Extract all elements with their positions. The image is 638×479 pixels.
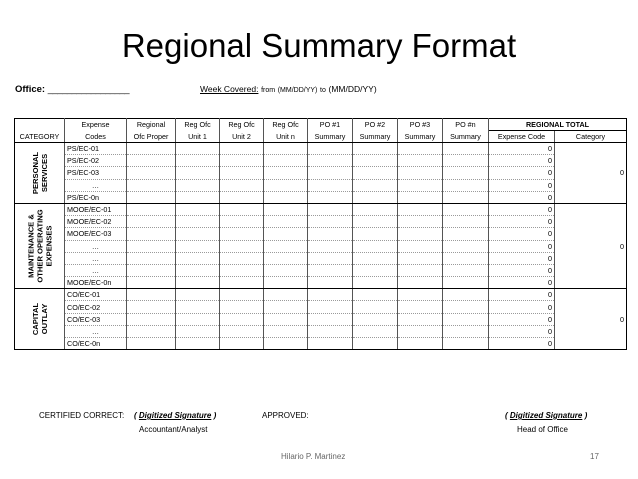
summary-table [14,118,627,350]
amount-cell[interactable] [220,167,264,179]
amount-cell[interactable] [308,264,353,276]
amount-cell[interactable] [176,289,220,301]
amount-cell[interactable] [220,228,264,240]
expense-code-total: 0 [489,179,555,191]
header-reg2-2: Unit 2 [220,131,264,143]
amount-cell[interactable] [127,143,176,155]
table-row [15,325,627,337]
header-row-1 [15,119,627,131]
amount-cell[interactable] [264,216,308,228]
table-row [15,313,627,325]
amount-cell[interactable] [398,252,443,264]
office-blank: _________________ [47,84,130,95]
table-row [15,289,627,301]
amount-cell[interactable] [398,289,443,301]
header-row-2 [15,131,627,143]
amount-cell[interactable] [308,155,353,167]
amount-cell[interactable] [264,203,308,215]
amount-cell[interactable] [127,264,176,276]
amount-cell[interactable] [353,228,398,240]
amount-cell[interactable] [127,155,176,167]
table-row [15,338,627,350]
amount-cell[interactable] [308,289,353,301]
expense-code-cell: CO/EC-03 [65,313,127,325]
amount-cell[interactable] [220,277,264,289]
approved-role: Head of Office [517,425,568,434]
amount-cell[interactable] [353,264,398,276]
table-row [15,240,627,252]
expense-code-cell: PS/EC-03 [65,167,127,179]
expense-code-total: 0 [489,228,555,240]
amount-cell[interactable] [353,203,398,215]
amount-cell[interactable] [264,167,308,179]
category-label [31,303,49,335]
header-regional-total: REGIONAL TOTAL [489,119,627,131]
amount-cell[interactable] [220,240,264,252]
amount-cell[interactable] [308,325,353,337]
amount-cell[interactable] [127,179,176,191]
amount-cell[interactable] [308,313,353,325]
expense-code-total: 0 [489,289,555,301]
amount-cell[interactable] [176,240,220,252]
amount-cell[interactable] [353,313,398,325]
amount-cell[interactable] [443,216,489,228]
category-label-line: OTHER OPERATING [35,209,44,283]
amount-cell[interactable] [220,203,264,215]
expense-code-cell: … [65,264,127,276]
expense-code-total: 0 [489,240,555,252]
header-category: CATEGORY [15,131,65,143]
amount-cell[interactable] [398,155,443,167]
week-covered-label: Week Covered: [200,84,259,94]
amount-cell[interactable] [443,240,489,252]
amount-cell[interactable] [264,325,308,337]
amount-cell[interactable] [176,338,220,350]
amount-cell[interactable] [308,143,353,155]
amount-cell[interactable] [443,289,489,301]
amount-cell[interactable] [264,179,308,191]
amount-cell[interactable] [127,191,176,203]
page-title: Regional Summary Format [121,27,517,64]
week-covered-field [200,84,377,95]
amount-cell[interactable] [398,179,443,191]
header-reg2-1: Reg Ofc [220,119,264,131]
header-by-category: Category [555,131,627,143]
category-total: 0 [555,143,627,204]
approved-label: APPROVED: [262,411,309,420]
amount-cell[interactable] [308,179,353,191]
amount-cell[interactable] [308,301,353,313]
expense-code-cell: … [65,252,127,264]
amount-cell[interactable] [176,143,220,155]
amount-cell[interactable] [220,155,264,167]
category-label [31,152,49,194]
category-total: 0 [555,203,627,288]
amount-cell[interactable] [127,216,176,228]
amount-cell[interactable] [220,325,264,337]
amount-cell[interactable] [176,252,220,264]
amount-cell[interactable] [176,179,220,191]
amount-cell[interactable] [353,252,398,264]
amount-cell[interactable] [398,167,443,179]
header-po2-2: Summary [353,131,398,143]
amount-cell[interactable] [353,216,398,228]
footer-author: Hilario P. Martinez [281,452,346,461]
amount-cell[interactable] [264,155,308,167]
amount-cell[interactable] [443,179,489,191]
expense-code-total: 0 [489,203,555,215]
certified-signature: ( Digitized Signature ) [134,411,217,420]
amount-cell[interactable] [353,325,398,337]
amount-cell[interactable] [220,289,264,301]
category-label-cell [15,289,65,350]
amount-cell[interactable] [220,179,264,191]
amount-cell[interactable] [398,264,443,276]
expense-code-total: 0 [489,252,555,264]
header-category-top [15,119,65,131]
amount-cell[interactable] [443,338,489,350]
amount-cell[interactable] [443,277,489,289]
header-po3-1: PO #3 [398,119,443,131]
amount-cell[interactable] [127,277,176,289]
amount-cell[interactable] [443,313,489,325]
table-row [15,191,627,203]
amount-cell[interactable] [176,325,220,337]
amount-cell[interactable] [220,216,264,228]
header-by-expense-code: Expense Code [489,131,555,143]
amount-cell[interactable] [398,240,443,252]
amount-cell[interactable] [398,228,443,240]
category-total: 0 [555,289,627,350]
expense-code-total: 0 [489,325,555,337]
amount-cell[interactable] [264,289,308,301]
category-label-line: MAINTENANCE & [26,214,35,278]
amount-cell[interactable] [176,203,220,215]
amount-cell[interactable] [353,167,398,179]
amount-cell[interactable] [264,313,308,325]
week-from: from [261,87,276,94]
amount-cell[interactable] [308,228,353,240]
certified-correct-label: CERTIFIED CORRECT: [39,411,125,420]
amount-cell[interactable] [443,228,489,240]
expense-code-cell: PS/EC-01 [65,143,127,155]
amount-cell[interactable] [220,252,264,264]
expense-code-total: 0 [489,167,555,179]
table-row [15,179,627,191]
amount-cell[interactable] [127,203,176,215]
amount-cell[interactable] [308,203,353,215]
table-row [15,277,627,289]
table-row [15,228,627,240]
amount-cell[interactable] [398,325,443,337]
amount-cell[interactable] [443,301,489,313]
table-row [15,252,627,264]
amount-cell[interactable] [353,338,398,350]
amount-cell[interactable] [398,313,443,325]
header-pon-1: PO #n [443,119,489,131]
header-expense-codes-2: Codes [65,131,127,143]
amount-cell[interactable] [353,240,398,252]
table-row [15,216,627,228]
expense-code-cell: PS/EC-02 [65,155,127,167]
expense-code-total: 0 [489,216,555,228]
expense-code-total: 0 [489,277,555,289]
header-po3-2: Summary [398,131,443,143]
category-label-line: EXPENSES [44,225,53,267]
header-po1-2: Summary [308,131,353,143]
category-label-cell [15,203,65,288]
certified-role: Accountant/Analyst [139,425,208,434]
expense-code-cell: MOOE/EC-02 [65,216,127,228]
amount-cell[interactable] [176,228,220,240]
amount-cell[interactable] [353,179,398,191]
amount-cell[interactable] [443,143,489,155]
category-label-line: OUTLAY [39,303,49,335]
amount-cell[interactable] [264,301,308,313]
amount-cell[interactable] [443,191,489,203]
expense-code-total: 0 [489,155,555,167]
amount-cell[interactable] [264,277,308,289]
amount-cell[interactable] [443,264,489,276]
amount-cell[interactable] [308,277,353,289]
amount-cell[interactable] [308,240,353,252]
expense-code-cell: … [65,240,127,252]
category-label-line: SERVICES [39,153,49,193]
amount-cell[interactable] [398,143,443,155]
expense-code-cell: MOOE/EC-01 [65,203,127,215]
week-to: to [320,87,326,94]
amount-cell[interactable] [176,191,220,203]
amount-cell[interactable] [308,191,353,203]
amount-cell[interactable] [264,338,308,350]
amount-cell[interactable] [176,216,220,228]
amount-cell[interactable] [127,325,176,337]
amount-cell[interactable] [264,240,308,252]
category-label-line: PERSONAL [30,151,40,195]
expense-code-cell: … [65,179,127,191]
expense-code-total: 0 [489,191,555,203]
amount-cell[interactable] [264,264,308,276]
amount-cell[interactable] [127,338,176,350]
amount-cell[interactable] [264,228,308,240]
amount-cell[interactable] [220,338,264,350]
expense-code-cell: CO/EC-01 [65,289,127,301]
category-label [26,209,53,282]
amount-cell[interactable] [353,191,398,203]
table-row [15,167,627,179]
amount-cell[interactable] [353,289,398,301]
header-regn-2: Unit n [264,131,308,143]
amount-cell[interactable] [398,338,443,350]
amount-cell[interactable] [264,252,308,264]
expense-code-total: 0 [489,338,555,350]
office-label: Office: [15,84,46,95]
header-regional-2: Ofc Proper [127,131,176,143]
expense-code-total: 0 [489,264,555,276]
amount-cell[interactable] [353,277,398,289]
amount-cell[interactable] [127,252,176,264]
amount-cell[interactable] [264,191,308,203]
amount-cell[interactable] [220,143,264,155]
expense-code-total: 0 [489,301,555,313]
amount-cell[interactable] [443,167,489,179]
header-reg1-2: Unit 1 [176,131,220,143]
amount-cell[interactable] [353,143,398,155]
amount-cell[interactable] [308,252,353,264]
expense-code-total: 0 [489,143,555,155]
amount-cell[interactable] [176,167,220,179]
amount-cell[interactable] [220,191,264,203]
expense-code-cell: MOOE/EC-03 [65,228,127,240]
expense-code-cell: CO/EC-02 [65,301,127,313]
week-to-format: (MM/DD/YY) [328,84,377,94]
amount-cell[interactable] [308,338,353,350]
amount-cell[interactable] [127,313,176,325]
amount-cell[interactable] [176,155,220,167]
amount-cell[interactable] [127,240,176,252]
amount-cell[interactable] [398,191,443,203]
office-field [15,84,129,95]
footer-page-number: 17 [590,452,599,461]
amount-cell[interactable] [176,277,220,289]
amount-cell[interactable] [220,313,264,325]
amount-cell[interactable] [308,167,353,179]
amount-cell[interactable] [398,203,443,215]
table-row [15,264,627,276]
week-from-format: (MM/DD/YY) [277,87,318,94]
amount-cell[interactable] [176,264,220,276]
amount-cell[interactable] [443,252,489,264]
summary-table-body [15,119,627,350]
amount-cell[interactable] [127,289,176,301]
expense-code-cell: CO/EC-0n [65,338,127,350]
amount-cell[interactable] [176,313,220,325]
amount-cell[interactable] [353,155,398,167]
amount-cell[interactable] [443,325,489,337]
expense-code-cell: PS/EC-0n [65,191,127,203]
table-row [15,203,627,215]
amount-cell[interactable] [127,167,176,179]
header-regional-1: Regional [127,119,176,131]
category-label-cell [15,143,65,204]
amount-cell[interactable] [443,155,489,167]
amount-cell[interactable] [127,228,176,240]
header-reg1-1: Reg Ofc [176,119,220,131]
expense-code-total: 0 [489,313,555,325]
header-po1-1: PO #1 [308,119,353,131]
table-row [15,155,627,167]
amount-cell[interactable] [308,216,353,228]
approved-signature: ( Digitized Signature ) [505,411,588,420]
table-row [15,143,627,155]
amount-cell[interactable] [398,277,443,289]
amount-cell[interactable] [220,264,264,276]
expense-code-cell: MOOE/EC-0n [65,277,127,289]
amount-cell[interactable] [127,301,176,313]
category-label-line: CAPITAL [30,303,40,336]
header-pon-2: Summary [443,131,489,143]
amount-cell[interactable] [443,203,489,215]
table-row [15,301,627,313]
amount-cell[interactable] [398,301,443,313]
amount-cell[interactable] [176,301,220,313]
amount-cell[interactable] [353,301,398,313]
header-regn-1: Reg Ofc [264,119,308,131]
amount-cell[interactable] [220,301,264,313]
amount-cell[interactable] [398,216,443,228]
expense-code-cell: … [65,325,127,337]
header-po2-1: PO #2 [353,119,398,131]
header-expense-codes-1: Expense [65,119,127,131]
amount-cell[interactable] [264,143,308,155]
